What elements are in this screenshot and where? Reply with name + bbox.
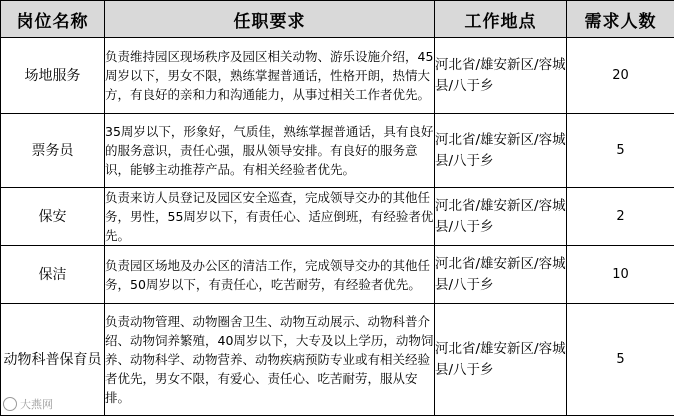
count-cell: 20: [567, 38, 674, 114]
table-row: [1, 114, 674, 188]
count-cell: 2: [567, 188, 674, 246]
table-row: [1, 188, 674, 246]
location-cell: 河北省/雄安新区/容城县/八于乡: [435, 38, 567, 114]
header-row: [1, 1, 674, 38]
table-row: [1, 304, 674, 416]
header-count: 需求人数: [567, 1, 674, 38]
requirement-cell: 负责园区场地及办公区的清洁工作，完成领导交办的其他任务，50周岁以下，有责任心，吃苦耐劳，有经验者优先。: [105, 246, 435, 304]
count-cell: 5: [567, 114, 674, 188]
location-cell: 河北省/雄安新区/容城县/八于乡: [435, 114, 567, 188]
requirement-cell: 35周岁以下，形象好，气质佳，熟练掌握普通话，具有良好的服务意识，责任心强，服从领导安排。有良好的服务意识，能够主动推荐产品。有相关经验者优先。: [105, 114, 435, 188]
requirement-cell: 负责维持园区现场秩序及园区相关动物、游乐设施介绍，45周岁以下，男女不限，熟练掌握普通话，性格开朗，热情大方，有良好的亲和力和沟通能力，从事过相关工作者优先。: [105, 38, 435, 114]
watermark-logo-icon: [3, 397, 17, 411]
table-row: [1, 38, 674, 114]
header-position: 岗位名称: [1, 1, 105, 38]
location-cell: 河北省/雄安新区/容城县/八于乡: [435, 304, 567, 416]
position-cell: 保安: [1, 188, 105, 246]
watermark: [3, 396, 53, 412]
location-cell: 河北省/雄安新区/容城县/八于乡: [435, 246, 567, 304]
position-cell: 保洁: [1, 246, 105, 304]
header-requirement: 任职要求: [105, 1, 435, 38]
watermark-text: 大燕网: [20, 396, 53, 412]
header-location: 工作地点: [435, 1, 567, 38]
count-cell: 10: [567, 246, 674, 304]
requirement-cell: 负责动物管理、动物圈舍卫生、动物互动展示、动物科普介绍、动物饲养繁殖，40周岁以下，大专及以上学历，动物饲养、动物科学、动物营养、动物疾病预防专业或有相关经验者优先，男女不限，有爱心、责任心、吃苦耐劳，服从安排。: [105, 304, 435, 416]
position-cell: 票务员: [1, 114, 105, 188]
position-cell: 场地服务: [1, 38, 105, 114]
table-row: [1, 246, 674, 304]
requirement-cell: 负责来访人员登记及园区安全巡查，完成领导交办的其他任务，男性，55周岁以下，有责任心、适应倒班，有经验者优先。: [105, 188, 435, 246]
position-cell: 动物科普保育员: [1, 304, 105, 416]
count-cell: 5: [567, 304, 674, 416]
location-cell: 河北省/雄安新区/容城县/八于乡: [435, 188, 567, 246]
